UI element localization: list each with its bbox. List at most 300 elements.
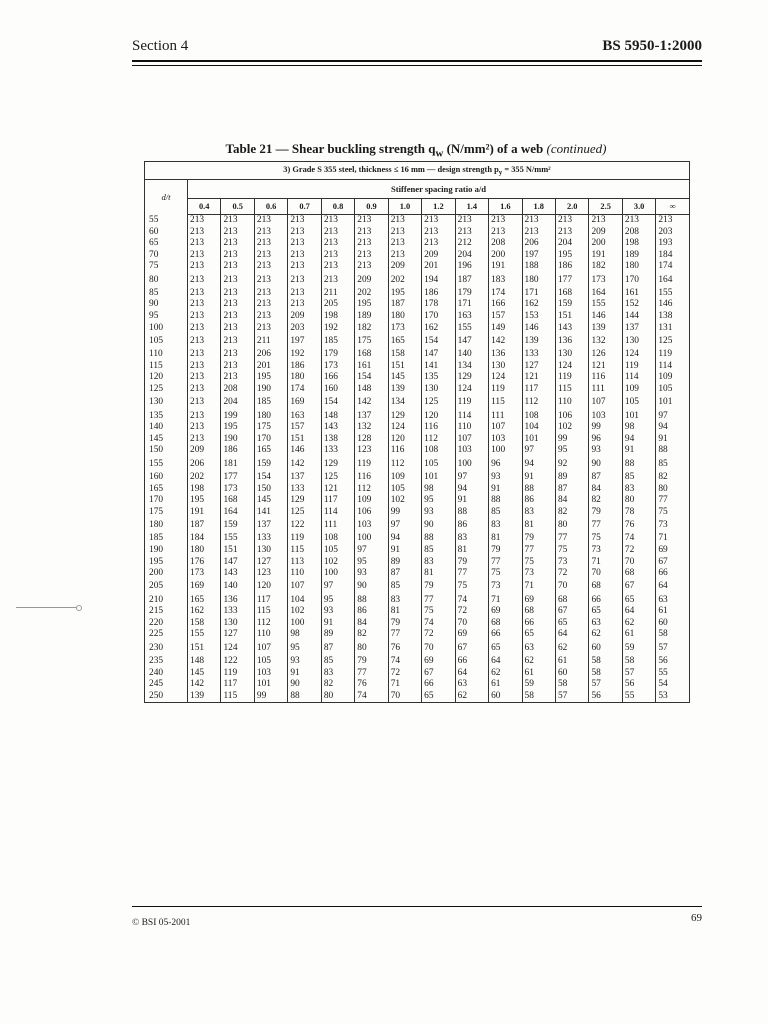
table-cell: 137: [254, 518, 287, 533]
table-cell: 175: [355, 334, 388, 349]
column-header: 1.4: [455, 199, 488, 215]
table-cell: 136: [555, 334, 588, 349]
table-cell: 151: [388, 361, 421, 373]
table-row: [145, 557, 690, 569]
table-cell: 96: [589, 434, 622, 446]
table-cell: 130: [422, 384, 455, 396]
table-cell: 213: [288, 261, 321, 273]
table-cell: 119: [355, 457, 388, 472]
table-cell: 98: [422, 484, 455, 496]
table-cell: 84: [555, 495, 588, 507]
table-cell: 78: [622, 507, 655, 519]
table-cell: 99: [254, 691, 287, 703]
table-cell: 70: [455, 618, 488, 630]
table-cell: 195: [188, 495, 221, 507]
table-cell: 77: [589, 518, 622, 533]
table-row: [145, 545, 690, 557]
table-cell: 116: [589, 372, 622, 384]
table-row: [145, 349, 690, 361]
dt-value: 55: [145, 215, 188, 227]
table-cell: 71: [589, 557, 622, 569]
table-cell: 79: [422, 580, 455, 595]
table-cell: 111: [489, 411, 522, 423]
table-cell: 213: [254, 273, 287, 288]
table-cell: 64: [622, 606, 655, 618]
table-cell: 55: [622, 691, 655, 703]
table-cell: 168: [355, 349, 388, 361]
table-cell: 149: [489, 323, 522, 335]
table-cell: 213: [188, 238, 221, 250]
table-cell: 170: [622, 273, 655, 288]
table-cell: 154: [321, 395, 354, 410]
table-cell: 65: [555, 618, 588, 630]
table-cell: 128: [355, 434, 388, 446]
table-cell: 133: [254, 533, 287, 545]
table-cell: 166: [321, 372, 354, 384]
table-row: [145, 323, 690, 335]
table-cell: 199: [221, 411, 254, 423]
table-cell: 91: [388, 545, 421, 557]
table-cell: 63: [589, 618, 622, 630]
table-cell: 192: [288, 349, 321, 361]
table-cell: 89: [555, 472, 588, 484]
table-cell: 165: [388, 334, 421, 349]
table-cell: 213: [288, 288, 321, 300]
table-cell: 160: [321, 384, 354, 396]
table-row: [145, 629, 690, 641]
table-cell: 58: [622, 656, 655, 668]
table-cell: 174: [656, 261, 690, 273]
table-cell: 141: [254, 507, 287, 519]
table-cell: 80: [355, 641, 388, 656]
table-cell: 157: [489, 311, 522, 323]
table-caption: [145, 162, 690, 180]
table-cell: 82: [355, 629, 388, 641]
table-cell: 213: [254, 323, 287, 335]
table-cell: 155: [656, 288, 690, 300]
group-header-row: [145, 180, 690, 199]
table-cell: 193: [656, 238, 690, 250]
table-cell: 169: [188, 580, 221, 595]
table-cell: 139: [188, 691, 221, 703]
table-cell: 87: [589, 472, 622, 484]
table-cell: 163: [288, 411, 321, 423]
table-cell: 213: [622, 215, 655, 227]
table-cell: 112: [355, 484, 388, 496]
table-cell: 77: [656, 495, 690, 507]
table-cell: 119: [489, 384, 522, 396]
table-row: [145, 288, 690, 300]
table-cell: 120: [388, 434, 421, 446]
dt-value: 250: [145, 691, 188, 703]
column-header: ∞: [656, 199, 690, 215]
table-cell: 109: [355, 495, 388, 507]
table-cell: 164: [656, 273, 690, 288]
table-cell: 209: [422, 250, 455, 262]
table-cell: 110: [288, 568, 321, 580]
table-row: [145, 238, 690, 250]
table-cell: 104: [522, 422, 555, 434]
table-cell: 103: [589, 411, 622, 423]
table-cell: 213: [321, 273, 354, 288]
table-cell: 71: [656, 533, 690, 545]
table-cell: 93: [489, 472, 522, 484]
table-cell: 190: [221, 434, 254, 446]
table-cell: 142: [489, 334, 522, 349]
table-cell: 137: [355, 411, 388, 423]
table-cell: 213: [188, 288, 221, 300]
table-cell: 206: [522, 238, 555, 250]
table-cell: 77: [388, 629, 421, 641]
table-cell: 213: [355, 250, 388, 262]
dt-value: 115: [145, 361, 188, 373]
table-cell: 180: [622, 261, 655, 273]
table-cell: 72: [422, 629, 455, 641]
table-cell: 197: [288, 334, 321, 349]
table-row: [145, 384, 690, 396]
table-cell: 155: [455, 323, 488, 335]
table-cell: 186: [221, 445, 254, 457]
section-label: Section 4: [132, 38, 189, 54]
table-cell: 119: [656, 349, 690, 361]
table-cell: 107: [589, 395, 622, 410]
table-cell: 67: [422, 668, 455, 680]
table-cell: 125: [656, 334, 690, 349]
standard-label: BS 5950-1:2000: [602, 38, 702, 54]
column-header: 0.6: [254, 199, 287, 215]
table-cell: 213: [321, 215, 354, 227]
table-cell: 109: [622, 384, 655, 396]
table-cell: 73: [522, 568, 555, 580]
table-cell: 204: [555, 238, 588, 250]
dt-value: 65: [145, 238, 188, 250]
table-cell: 144: [622, 311, 655, 323]
dt-value: 185: [145, 533, 188, 545]
dt-value: 60: [145, 227, 188, 239]
table-cell: 70: [422, 641, 455, 656]
table-cell: 75: [555, 545, 588, 557]
table-cell: 65: [422, 691, 455, 703]
table-row: [145, 656, 690, 668]
table-cell: 180: [254, 411, 287, 423]
table-cell: 213: [221, 299, 254, 311]
table-cell: 84: [589, 484, 622, 496]
table-cell: 142: [355, 395, 388, 410]
table-cell: 119: [221, 668, 254, 680]
table-cell: 94: [522, 457, 555, 472]
table-cell: 58: [589, 656, 622, 668]
dt-value: 220: [145, 618, 188, 630]
table-cell: 213: [254, 261, 287, 273]
table-cell: 55: [656, 668, 690, 680]
table-cell: 76: [355, 679, 388, 691]
table-cell: 170: [422, 311, 455, 323]
table-cell: 140: [221, 580, 254, 595]
table-cell: 88: [455, 507, 488, 519]
table-cell: 127: [254, 557, 287, 569]
table-cell: 74: [422, 618, 455, 630]
table-cell: 80: [555, 518, 588, 533]
table-cell: 213: [321, 227, 354, 239]
table-cell: 115: [489, 395, 522, 410]
table-cell: 122: [288, 518, 321, 533]
table-cell: 148: [321, 411, 354, 423]
table-cell: 70: [589, 568, 622, 580]
table-cell: 157: [288, 422, 321, 434]
table-cell: 61: [555, 656, 588, 668]
table-cell: 209: [388, 261, 421, 273]
table-cell: 61: [622, 629, 655, 641]
dt-value: 230: [145, 641, 188, 656]
table-cell: 72: [622, 545, 655, 557]
table-cell: 108: [522, 411, 555, 423]
table-cell: 198: [321, 311, 354, 323]
table-cell: 73: [589, 545, 622, 557]
dt-value: 95: [145, 311, 188, 323]
table-cell: 63: [455, 679, 488, 691]
table-cell: 73: [555, 557, 588, 569]
table-cell: 87: [321, 641, 354, 656]
table-cell: 74: [622, 533, 655, 545]
table-cell: 177: [221, 472, 254, 484]
table-cell: 147: [455, 334, 488, 349]
table-cell: 209: [589, 227, 622, 239]
table-cell: 213: [288, 238, 321, 250]
table-cell: 133: [221, 606, 254, 618]
table-cell: 100: [489, 445, 522, 457]
table-cell: 213: [288, 273, 321, 288]
table-cell: 177: [555, 273, 588, 288]
table-cell: 69: [656, 545, 690, 557]
table-cell: 85: [656, 457, 690, 472]
table-cell: 133: [288, 484, 321, 496]
table-cell: 213: [188, 434, 221, 446]
table-cell: 155: [221, 533, 254, 545]
table-cell: 129: [455, 372, 488, 384]
table-cell: 81: [455, 545, 488, 557]
table-cell: 110: [455, 422, 488, 434]
table-cell: 119: [622, 361, 655, 373]
table-cell: 70: [622, 557, 655, 569]
table-cell: 63: [656, 595, 690, 607]
table-cell: 88: [489, 495, 522, 507]
table-cell: 86: [522, 495, 555, 507]
table-cell: 139: [388, 384, 421, 396]
table-cell: 75: [422, 606, 455, 618]
table-cell: 60: [589, 641, 622, 656]
table-cell: 91: [455, 495, 488, 507]
table-cell: 70: [388, 691, 421, 703]
table-cell: 83: [522, 507, 555, 519]
table-cell: 97: [321, 580, 354, 595]
table-cell: 213: [188, 215, 221, 227]
table-cell: 105: [388, 484, 421, 496]
table-cell: 94: [388, 533, 421, 545]
table-cell: 175: [254, 422, 287, 434]
table-cell: 151: [555, 311, 588, 323]
table-row: [145, 434, 690, 446]
table-cell: 72: [455, 606, 488, 618]
table-cell: 120: [254, 580, 287, 595]
table-cell: 146: [522, 323, 555, 335]
table-cell: 103: [455, 445, 488, 457]
table-cell: 99: [555, 434, 588, 446]
table-cell: 180: [388, 311, 421, 323]
table-cell: 62: [522, 656, 555, 668]
table-cell: 134: [455, 361, 488, 373]
table-cell: 82: [321, 679, 354, 691]
table-cell: 64: [455, 668, 488, 680]
table-cell: 85: [321, 656, 354, 668]
table-cell: 195: [355, 299, 388, 311]
table-cell: 95: [422, 495, 455, 507]
table-cell: 98: [622, 422, 655, 434]
table-cell: 213: [221, 238, 254, 250]
dt-value: 70: [145, 250, 188, 262]
table-cell: 133: [321, 445, 354, 457]
table-cell: 147: [422, 349, 455, 361]
table-cell: 213: [489, 215, 522, 227]
table-cell: 213: [254, 250, 287, 262]
table-cell: 107: [489, 422, 522, 434]
table-cell: 91: [321, 618, 354, 630]
table-cell: 129: [388, 411, 421, 423]
table-cell: 213: [355, 261, 388, 273]
shear-buckling-table: [144, 161, 690, 703]
table-cell: 58: [656, 629, 690, 641]
table-cell: 102: [288, 606, 321, 618]
table-cell: 213: [422, 215, 455, 227]
table-cell: 71: [489, 595, 522, 607]
table-cell: 213: [188, 299, 221, 311]
table-cell: 213: [355, 227, 388, 239]
table-cell: 146: [288, 445, 321, 457]
dt-value: 120: [145, 372, 188, 384]
table-cell: 119: [288, 533, 321, 545]
table-cell: 59: [622, 641, 655, 656]
table-cell: 213: [321, 261, 354, 273]
table-cell: 181: [221, 457, 254, 472]
table-cell: 56: [656, 656, 690, 668]
table-cell: 213: [388, 238, 421, 250]
table-row: [145, 334, 690, 349]
table-cell: 70: [555, 580, 588, 595]
dt-value: 215: [145, 606, 188, 618]
table-cell: 138: [656, 311, 690, 323]
table-cell: 100: [455, 457, 488, 472]
table-cell: 198: [622, 238, 655, 250]
table-cell: 186: [422, 288, 455, 300]
table-cell: 213: [188, 311, 221, 323]
table-cell: 187: [188, 518, 221, 533]
dt-value: 140: [145, 422, 188, 434]
table-cell: 213: [221, 311, 254, 323]
table-cell: 179: [455, 288, 488, 300]
table-cell: 213: [221, 215, 254, 227]
table-cell: 143: [221, 568, 254, 580]
table-cell: 109: [656, 372, 690, 384]
table-cell: 60: [555, 668, 588, 680]
table-cell: 107: [254, 641, 287, 656]
table-cell: 213: [188, 361, 221, 373]
table-cell: 137: [288, 472, 321, 484]
table-cell: 114: [455, 411, 488, 423]
table-cell: 186: [555, 261, 588, 273]
table-cell: 68: [555, 595, 588, 607]
table-cell: 68: [522, 606, 555, 618]
table-cell: 88: [656, 445, 690, 457]
table-cell: 75: [589, 533, 622, 545]
table-cell: 61: [489, 679, 522, 691]
table-cell: 112: [388, 457, 421, 472]
table-cell: 88: [622, 457, 655, 472]
table-cell: 112: [254, 618, 287, 630]
table-cell: 164: [589, 288, 622, 300]
table-cell: 61: [656, 606, 690, 618]
table-cell: 174: [489, 288, 522, 300]
table-cell: 75: [522, 557, 555, 569]
dt-value: 90: [145, 299, 188, 311]
table-cell: 168: [221, 495, 254, 507]
table-cell: 213: [288, 215, 321, 227]
table-cell: 145: [388, 372, 421, 384]
table-cell: 77: [422, 595, 455, 607]
table-cell: 108: [422, 445, 455, 457]
table-cell: 213: [221, 227, 254, 239]
table-cell: 213: [188, 411, 221, 423]
table-cell: 213: [254, 227, 287, 239]
table-cell: 213: [388, 215, 421, 227]
table-cell: 213: [188, 261, 221, 273]
table-cell: 208: [221, 384, 254, 396]
table-cell: 77: [489, 557, 522, 569]
table-cell: 120: [422, 411, 455, 423]
table-cell: 101: [422, 472, 455, 484]
table-cell: 213: [422, 227, 455, 239]
table-cell: 69: [522, 595, 555, 607]
table-cell: 201: [254, 361, 287, 373]
table-cell: 209: [355, 273, 388, 288]
table-cell: 130: [254, 545, 287, 557]
title-continued: (continued): [546, 141, 607, 156]
table-cell: 143: [555, 323, 588, 335]
table-cell: 115: [555, 384, 588, 396]
dt-value: 195: [145, 557, 188, 569]
table-row: [145, 595, 690, 607]
table-cell: 113: [288, 557, 321, 569]
table-cell: 165: [188, 595, 221, 607]
table-cell: 101: [254, 679, 287, 691]
table-cell: 213: [221, 261, 254, 273]
table-cell: 100: [321, 568, 354, 580]
column-header: 1.2: [422, 199, 455, 215]
table-row: [145, 411, 690, 423]
table-cell: 79: [489, 545, 522, 557]
table-cell: 213: [221, 334, 254, 349]
table-cell: 74: [388, 656, 421, 668]
table-cell: 213: [188, 250, 221, 262]
column-header: 0.5: [221, 199, 254, 215]
table-cell: 108: [321, 533, 354, 545]
table-cell: 112: [422, 434, 455, 446]
table-cell: 141: [422, 361, 455, 373]
dt-value: 80: [145, 273, 188, 288]
table-cell: 80: [321, 691, 354, 703]
table-cell: 159: [555, 299, 588, 311]
column-header: 0.9: [355, 199, 388, 215]
table-cell: 102: [321, 557, 354, 569]
table-cell: 102: [555, 422, 588, 434]
